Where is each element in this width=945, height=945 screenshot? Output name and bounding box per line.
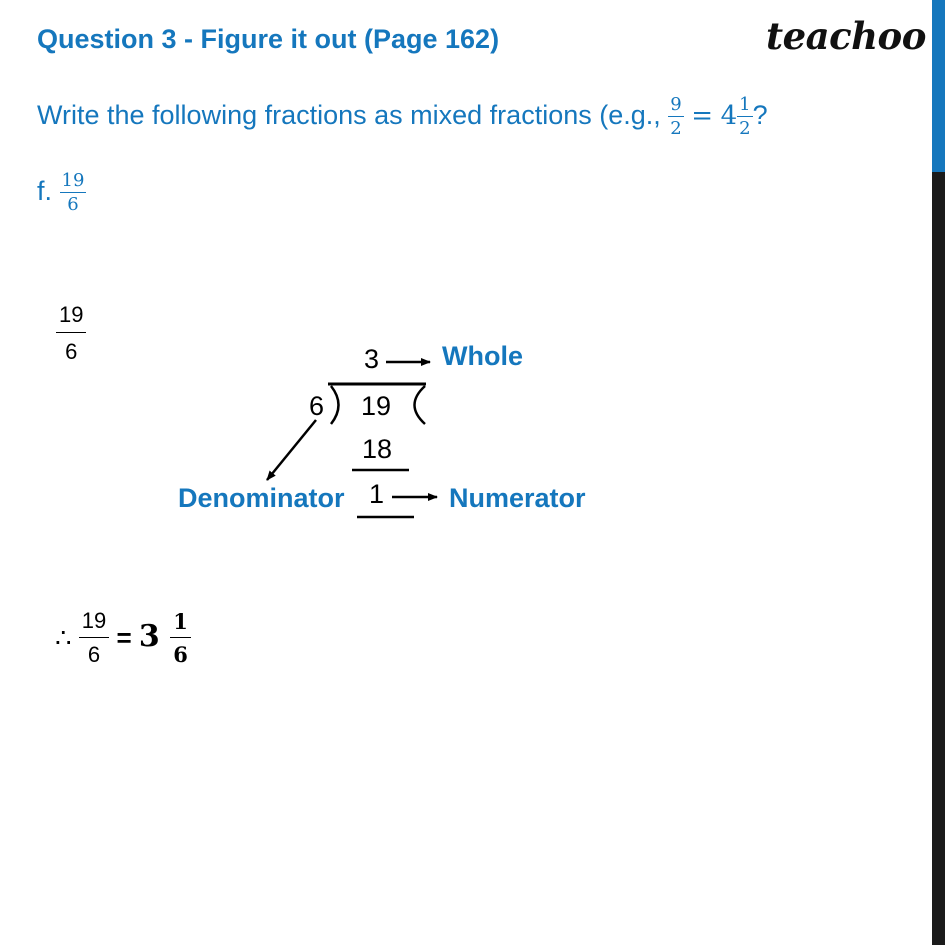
example-equals: = <box>691 101 714 132</box>
question-end: ? <box>752 100 768 131</box>
quotient: 3 <box>364 344 380 374</box>
question-statement: Write the following fractions as mixed fractions (e.g., <box>37 100 661 131</box>
whole-label: Whole <box>442 341 523 371</box>
conclusion-equals: = <box>116 622 132 653</box>
therefore-symbol: ∴ <box>55 622 72 653</box>
conclusion <box>55 610 191 666</box>
product: 18 <box>362 434 393 464</box>
example-whole: 4 <box>720 101 738 132</box>
dividend: 19 <box>361 391 392 421</box>
page-title: Question 3 - Figure it out (Page 162) <box>37 24 500 54</box>
example-fraction: $\frac{9}{2}$ <box>670 94 682 139</box>
conclusion-fraction: $\frac{19}{6}$ <box>79 610 109 666</box>
denominator-label: Denominator <box>178 483 345 513</box>
part-fraction: $\frac{19}{6}$ <box>61 170 85 215</box>
dividend-bracket-right <box>415 386 426 424</box>
divisor: 6 <box>309 391 325 421</box>
divisor-bracket <box>331 386 339 424</box>
working-fraction: $\frac{19}{6}$ <box>56 304 86 363</box>
mixed-fraction-answer: 3 $\frac{1}{6}$ <box>139 619 191 654</box>
part-label: f. $\frac{19}{6}$ <box>37 170 85 215</box>
numerator-label: Numerator <box>449 483 586 513</box>
teachoo-logo: teachoo <box>766 14 926 58</box>
answer-fraction: $\frac{1}{6}$ <box>170 611 191 665</box>
remainder: 1 <box>369 479 385 509</box>
example-mixed-fraction: $\frac{1}{2}$ <box>739 94 751 139</box>
denominator-arrow <box>267 420 316 480</box>
